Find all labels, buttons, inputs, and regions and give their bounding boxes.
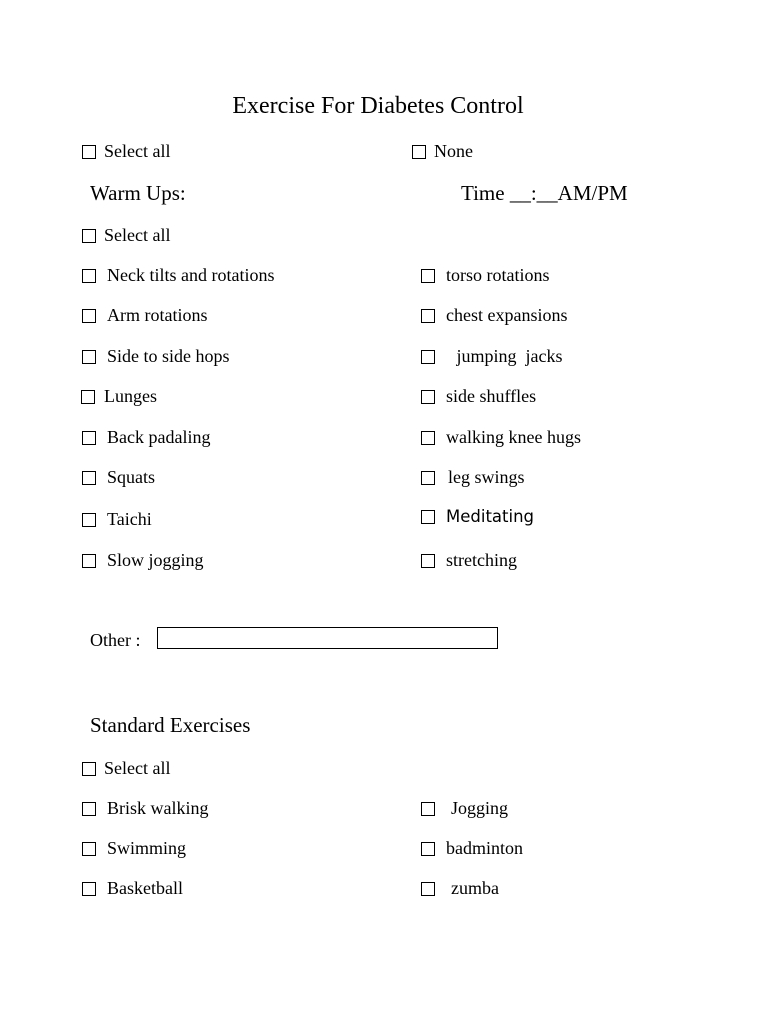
checkbox-torso-rotations[interactable] xyxy=(421,265,550,286)
checkbox-label: Jogging xyxy=(451,798,509,818)
checkbox-icon[interactable] xyxy=(421,510,435,524)
checkbox-slow-jogging[interactable] xyxy=(82,550,204,571)
checkbox-neck-tilts[interactable] xyxy=(82,265,274,286)
checkbox-none[interactable] xyxy=(412,141,473,162)
checkbox-label: Swimming xyxy=(107,838,187,858)
checkbox-label: walking knee hugs xyxy=(446,427,581,447)
checkbox-icon[interactable] xyxy=(82,229,96,243)
checkbox-label: leg swings xyxy=(448,467,525,487)
checkbox-meditating[interactable] xyxy=(421,507,534,526)
checkbox-icon[interactable] xyxy=(82,882,96,896)
checkbox-icon[interactable] xyxy=(421,390,435,404)
checkbox-leg-swings[interactable] xyxy=(421,467,525,488)
checkbox-icon[interactable] xyxy=(82,145,96,159)
checkbox-side-shuffles[interactable] xyxy=(421,386,536,407)
other-label: Other : xyxy=(90,630,141,650)
checkbox-stretching[interactable] xyxy=(421,550,517,571)
warmups-heading: Warm Ups: xyxy=(90,181,186,205)
checkbox-arm-rotations[interactable] xyxy=(82,305,208,326)
checkbox-icon[interactable] xyxy=(421,842,435,856)
standard-heading: Standard Exercises xyxy=(90,713,251,737)
checkbox-icon[interactable] xyxy=(82,471,96,485)
checkbox-label: Slow jogging xyxy=(107,550,204,570)
checkbox-icon[interactable] xyxy=(82,842,96,856)
checkbox-basketball[interactable] xyxy=(82,878,183,899)
checkbox-jumping-jacks[interactable] xyxy=(421,346,563,367)
checkbox-icon[interactable] xyxy=(82,802,96,816)
checkbox-icon[interactable] xyxy=(421,471,435,485)
checkbox-squats[interactable] xyxy=(82,467,155,488)
checkbox-label: Basketball xyxy=(107,878,183,898)
checkbox-label: Meditating xyxy=(446,507,535,526)
checkbox-icon[interactable] xyxy=(412,145,426,159)
checkbox-chest-expansions[interactable] xyxy=(421,305,567,326)
checkbox-icon[interactable] xyxy=(421,309,435,323)
checkbox-swimming[interactable] xyxy=(82,838,186,859)
checkbox-back-padaling[interactable] xyxy=(82,427,210,448)
checkbox-label: Lunges xyxy=(104,386,157,406)
checkbox-label: Select all xyxy=(104,225,171,245)
checkbox-icon[interactable] xyxy=(421,350,435,364)
checkbox-icon[interactable] xyxy=(421,554,435,568)
checkbox-label: Arm rotations xyxy=(107,305,208,325)
checkbox-lunges[interactable] xyxy=(81,386,157,407)
checkbox-select-all-global[interactable] xyxy=(82,141,170,162)
checkbox-walking-knee-hugs[interactable] xyxy=(421,427,581,448)
checkbox-icon[interactable] xyxy=(82,269,96,283)
page-title: Exercise For Diabetes Control xyxy=(232,93,524,119)
checkbox-label: Side to side hops xyxy=(107,346,230,366)
checkbox-label: Brisk walking xyxy=(107,798,209,818)
checkbox-icon[interactable] xyxy=(82,554,96,568)
time-field: Time __:__AM/PM xyxy=(461,181,628,205)
checkbox-taichi[interactable] xyxy=(82,509,152,530)
checkbox-icon[interactable] xyxy=(82,762,96,776)
checkbox-warmups-select-all[interactable] xyxy=(82,225,170,246)
checkbox-label: Select all xyxy=(104,141,171,161)
checkbox-icon[interactable] xyxy=(82,309,96,323)
checkbox-icon[interactable] xyxy=(421,882,435,896)
checkbox-icon[interactable] xyxy=(81,390,95,404)
checkbox-icon[interactable] xyxy=(421,431,435,445)
checkbox-icon[interactable] xyxy=(421,269,435,283)
checkbox-label: torso rotations xyxy=(446,265,550,285)
checkbox-label: jumping jacks xyxy=(452,346,563,366)
checkbox-label: None xyxy=(434,141,473,161)
checkbox-label: zumba xyxy=(451,878,499,898)
checkbox-brisk-walking[interactable] xyxy=(82,798,209,819)
checkbox-label: chest expansions xyxy=(446,305,568,325)
checkbox-label: Select all xyxy=(104,758,171,778)
other-input[interactable] xyxy=(157,627,498,649)
checkbox-icon[interactable] xyxy=(82,513,96,527)
checkbox-label: Back padaling xyxy=(107,427,211,447)
checkbox-zumba[interactable] xyxy=(421,878,499,899)
checkbox-label: Taichi xyxy=(107,509,152,529)
checkbox-label: Squats xyxy=(107,467,156,487)
checkbox-label: stretching xyxy=(446,550,517,570)
checkbox-label: badminton xyxy=(446,838,523,858)
checkbox-badminton[interactable] xyxy=(421,838,523,859)
checkbox-label: side shuffles xyxy=(446,386,537,406)
checkbox-icon[interactable] xyxy=(82,350,96,364)
checkbox-icon[interactable] xyxy=(82,431,96,445)
checkbox-label: Neck tilts and rotations xyxy=(107,265,275,285)
checkbox-side-hops[interactable] xyxy=(82,346,230,367)
checkbox-jogging[interactable] xyxy=(421,798,508,819)
checkbox-icon[interactable] xyxy=(421,802,435,816)
checkbox-standard-select-all[interactable] xyxy=(82,758,170,779)
